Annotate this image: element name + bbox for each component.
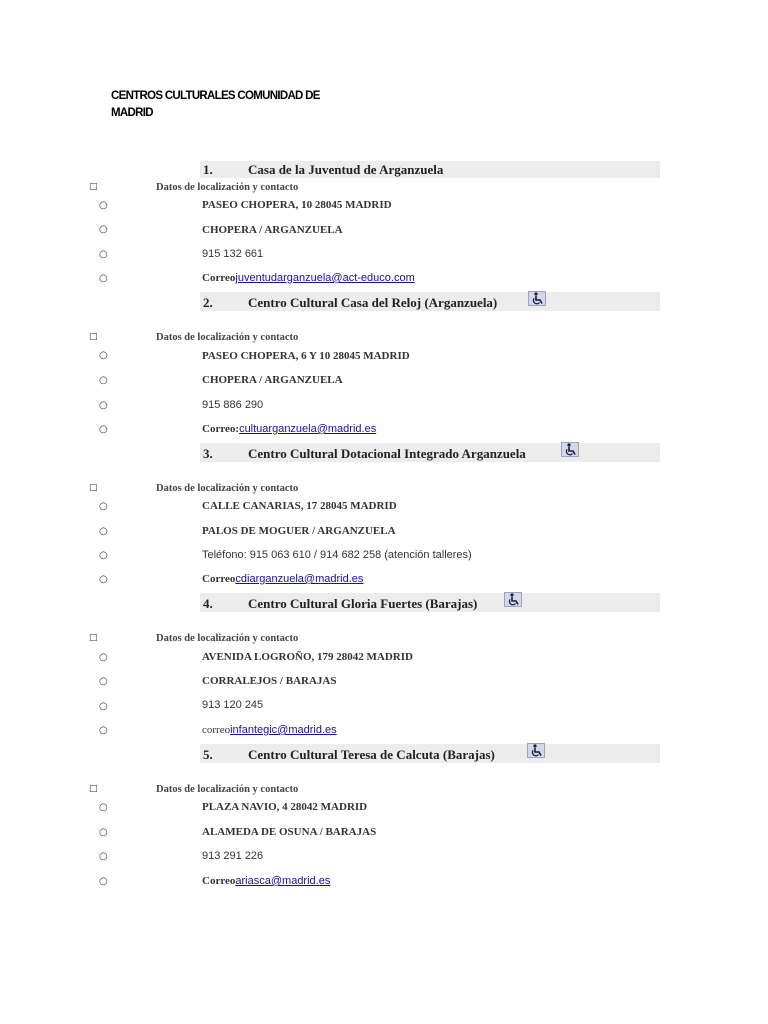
phone-text: 915 132 661	[202, 248, 264, 260]
section-number: 4.	[203, 596, 213, 611]
section-header-3	[200, 443, 660, 462]
district-text: CHOPERA / ARGANZUELA	[202, 374, 343, 386]
circle-bullet-icon: ○	[99, 676, 108, 687]
section-title: Centro Cultural Dotacional Integrado Arganzuela	[248, 446, 526, 461]
email-line	[202, 874, 330, 888]
email-link[interactable]: ariasca@madrid.es	[235, 875, 331, 887]
circle-bullet-icon: ○	[99, 550, 108, 561]
location-label: Datos de localización y contacto	[156, 784, 299, 795]
wheelchair-accessibility-icon	[527, 743, 545, 758]
square-bullet-icon: □	[89, 483, 98, 493]
square-bullet-icon: □	[89, 332, 98, 342]
district-text: CORRALEJOS / BARAJAS	[202, 675, 337, 687]
email-link[interactable]: cdiarganzuela@madrid.es	[235, 573, 364, 585]
email-link[interactable]: cultuarganzuela@madrid.es	[239, 423, 377, 435]
square-bullet-icon: □	[89, 784, 98, 794]
document-title-line-1: CENTROS CULTURALES COMUNIDAD DE	[111, 90, 320, 102]
circle-bullet-icon: ○	[99, 249, 108, 260]
circle-bullet-icon: ○	[99, 802, 108, 813]
address-text: PLAZA NAVIO, 4 28042 MADRID	[202, 801, 368, 813]
section-number: 3.	[203, 446, 213, 461]
email-line	[202, 723, 337, 737]
circle-bullet-icon: ○	[99, 827, 108, 838]
section-title: Centro Cultural Gloria Fuertes (Barajas)	[248, 596, 478, 611]
circle-bullet-icon: ○	[99, 574, 108, 585]
phone-text: 913 291 226	[202, 850, 264, 862]
address-text: CALLE CANARIAS, 17 28045 MADRID	[202, 500, 397, 512]
section-title: Centro Cultural Teresa de Calcuta (Barajas)	[248, 747, 495, 762]
section-header-5	[200, 744, 660, 763]
wheelchair-accessibility-icon	[528, 291, 546, 306]
location-label: Datos de localización y contacto	[156, 633, 299, 644]
address-text: PASEO CHOPERA, 10 28045 MADRID	[202, 199, 392, 211]
wheelchair-accessibility-icon	[504, 592, 522, 607]
address-text: PASEO CHOPERA, 6 Y 10 28045 MADRID	[202, 350, 410, 362]
phone-text: Teléfono: 915 063 610 / 914 682 258 (atención talleres)	[202, 549, 472, 561]
circle-bullet-icon: ○	[99, 851, 108, 862]
circle-bullet-icon: ○	[99, 652, 108, 663]
district-text: CHOPERA / ARGANZUELA	[202, 224, 343, 236]
location-label: Datos de localización y contacto	[156, 483, 299, 494]
section-title: Centro Cultural Casa del Reloj (Arganzuela)	[248, 295, 498, 310]
wheelchair-accessibility-icon	[561, 442, 579, 457]
section-header-4	[200, 593, 660, 612]
circle-bullet-icon: ○	[99, 224, 108, 235]
email-label: Correo	[202, 272, 236, 284]
email-link[interactable]: juventudarganzuela@act-educo.com	[235, 272, 415, 284]
section-header-2	[200, 292, 660, 311]
section-number: 5.	[203, 747, 213, 762]
email-line	[202, 422, 376, 436]
section-number: 2.	[203, 295, 213, 310]
phone-text: 915 886 290	[202, 399, 264, 411]
location-label: Datos de localización y contacto	[156, 332, 299, 343]
location-label: Datos de localización y contacto	[156, 182, 299, 193]
address-text: AVENIDA LOGROÑO, 179 28042 MADRID	[202, 651, 413, 663]
circle-bullet-icon: ○	[99, 375, 108, 386]
circle-bullet-icon: ○	[99, 501, 108, 512]
email-label: Correo	[202, 573, 236, 585]
email-link[interactable]: infantegic@madrid.es	[230, 724, 337, 736]
circle-bullet-icon: ○	[99, 526, 108, 537]
email-line	[202, 271, 415, 285]
email-line	[202, 572, 363, 586]
section-title: Casa de la Juventud de Arganzuela	[248, 162, 444, 177]
phone-text: 913 120 245	[202, 699, 264, 711]
circle-bullet-icon: ○	[99, 725, 108, 736]
square-bullet-icon: □	[89, 182, 98, 192]
circle-bullet-icon: ○	[99, 350, 108, 361]
email-label: correo	[202, 724, 231, 736]
section-header-1	[200, 161, 660, 178]
circle-bullet-icon: ○	[99, 200, 108, 211]
district-text: PALOS DE MOGUER / ARGANZUELA	[202, 525, 396, 537]
email-label: Correo:	[202, 423, 240, 435]
section-number: 1.	[203, 162, 213, 177]
circle-bullet-icon: ○	[99, 400, 108, 411]
square-bullet-icon: □	[89, 633, 98, 643]
circle-bullet-icon: ○	[99, 701, 108, 712]
circle-bullet-icon: ○	[99, 273, 108, 284]
circle-bullet-icon: ○	[99, 424, 108, 435]
document-title	[111, 88, 371, 122]
circle-bullet-icon: ○	[99, 876, 108, 887]
email-label: Correo	[202, 875, 236, 887]
district-text: ALAMEDA DE OSUNA / BARAJAS	[202, 826, 377, 838]
document-title-line-2: MADRID	[111, 107, 153, 119]
